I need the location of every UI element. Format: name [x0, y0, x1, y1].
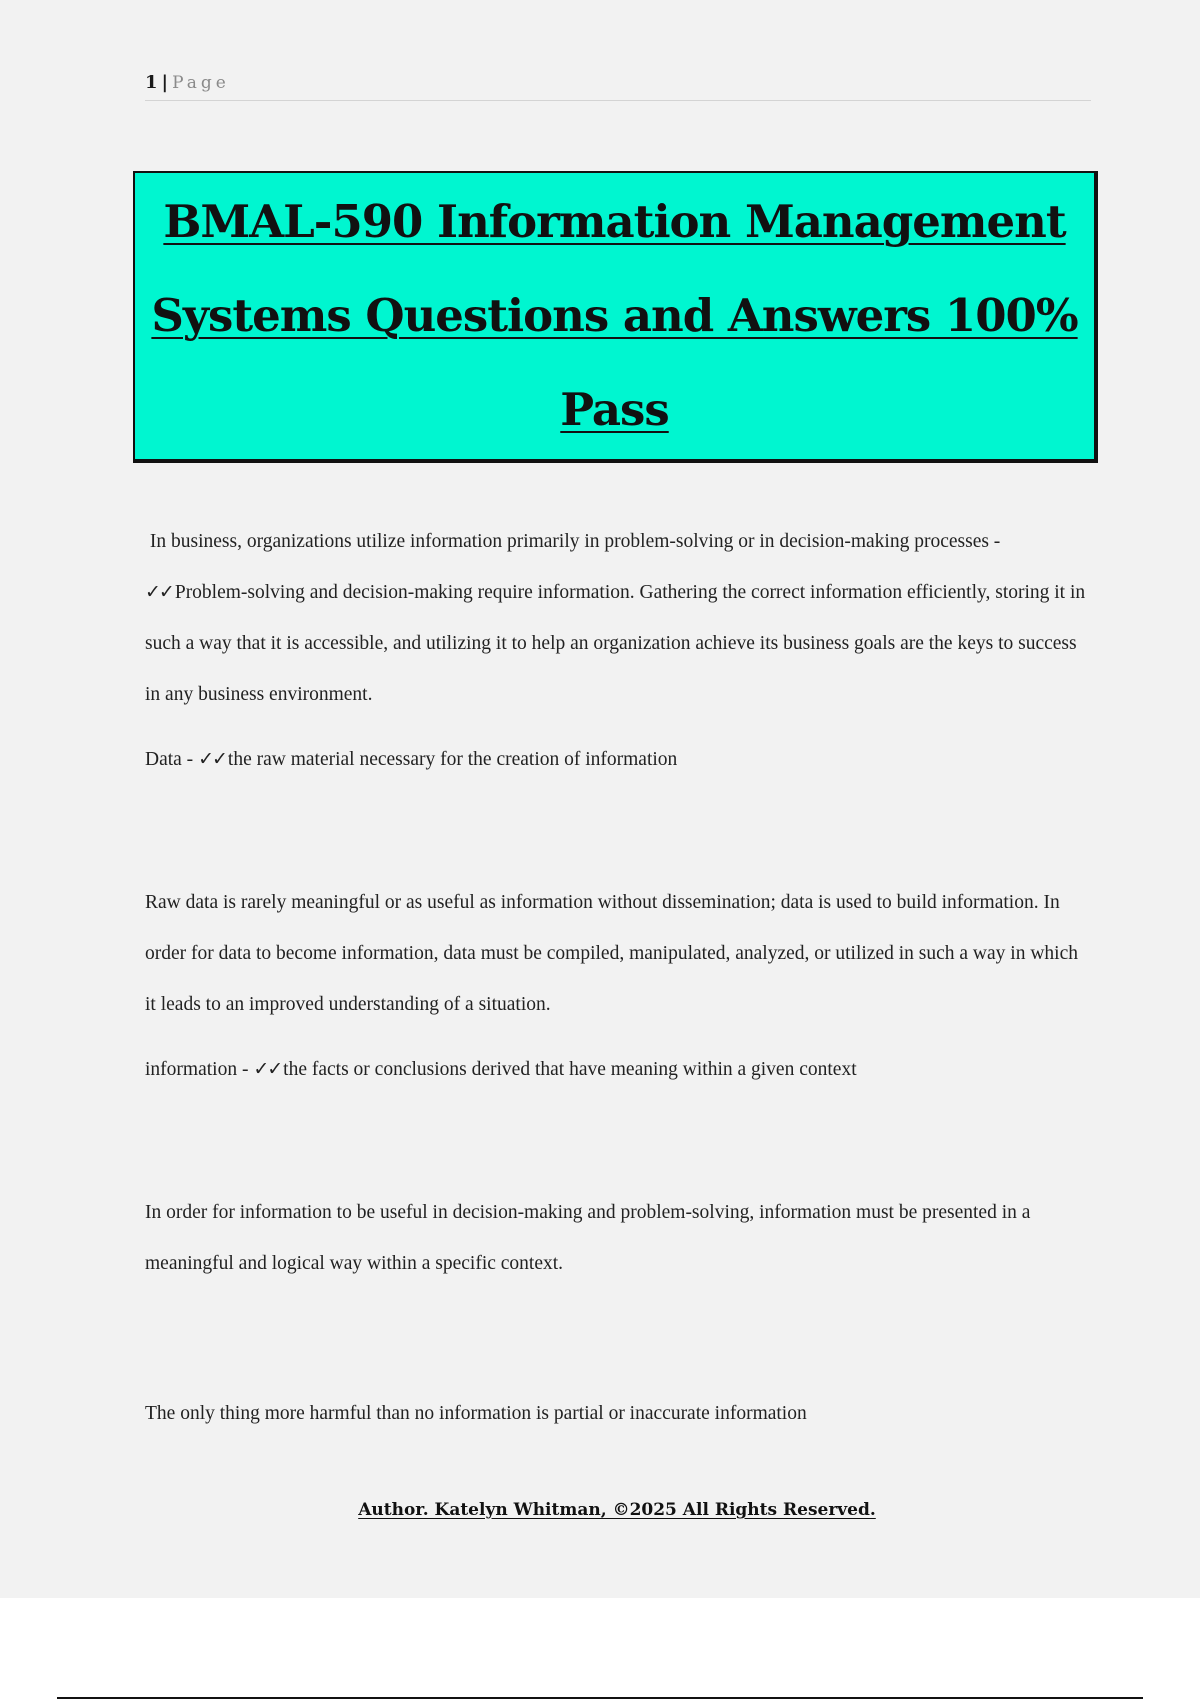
context-paragraph: In order for information to be useful in decision-making and problem-solving, information must be presented in a meaningful and logical way within a specific context. — [145, 1202, 1031, 1274]
double-check-icon: ✓✓ — [198, 748, 226, 770]
page-bottom-rule — [57, 1697, 1143, 1699]
definition-data: the raw material necessary for the creation of information — [227, 749, 678, 770]
author-footer: Author. Katelyn Whitman, ©2025 All Rights Reserved. — [358, 1500, 876, 1520]
header-separator: | — [161, 72, 169, 93]
harm-statement: The only thing more harmful than no information is partial or inaccurate information — [145, 1403, 807, 1424]
spacer — [145, 1289, 1091, 1401]
title-line-1: BMAL-590 Information Management — [163, 195, 1066, 248]
page-label: Page — [172, 73, 230, 93]
qa-item-information — [145, 1044, 1091, 1095]
answer-text: Problem-solving and decision-making require information. Gathering the correct information efficiently, storing it in such a way that it is accessible, and utilizing it to help an organization achieve its business goals are the keys to success in any business environment. — [145, 582, 1086, 705]
qa-item-data — [145, 734, 1091, 785]
definition-information: the facts or conclusions derived that have meaning within a given context — [283, 1059, 857, 1080]
raw-data-paragraph: Raw data is rarely meaningful or as useful as information without dissemination; data is used to build information. In order for data to become information, data must be compiled, manipulated, analyzed, or utilized in such a way in which it leads to an improved understanding of a situation. — [145, 892, 1078, 1015]
spacer — [145, 1095, 1091, 1187]
document-title — [151, 175, 1077, 457]
double-check-icon: ✓✓ — [253, 1058, 282, 1080]
title-line-3: Pass — [560, 383, 669, 436]
double-check-icon: ✓✓ — [145, 581, 173, 603]
question-text: In business, organizations utilize information primarily in problem-solving or in decision-making processes - — [149, 531, 1001, 552]
qa-item-intro — [145, 516, 1091, 720]
term-information: information - — [145, 1059, 254, 1080]
page-header — [145, 72, 1091, 101]
title-line-2: Systems Questions and Answers 100% — [151, 289, 1078, 342]
page-number: 1 — [145, 72, 158, 93]
spacer — [145, 785, 1091, 877]
document-body — [145, 516, 1091, 1426]
title-banner — [133, 171, 1098, 463]
term-data: Data - — [145, 749, 199, 770]
